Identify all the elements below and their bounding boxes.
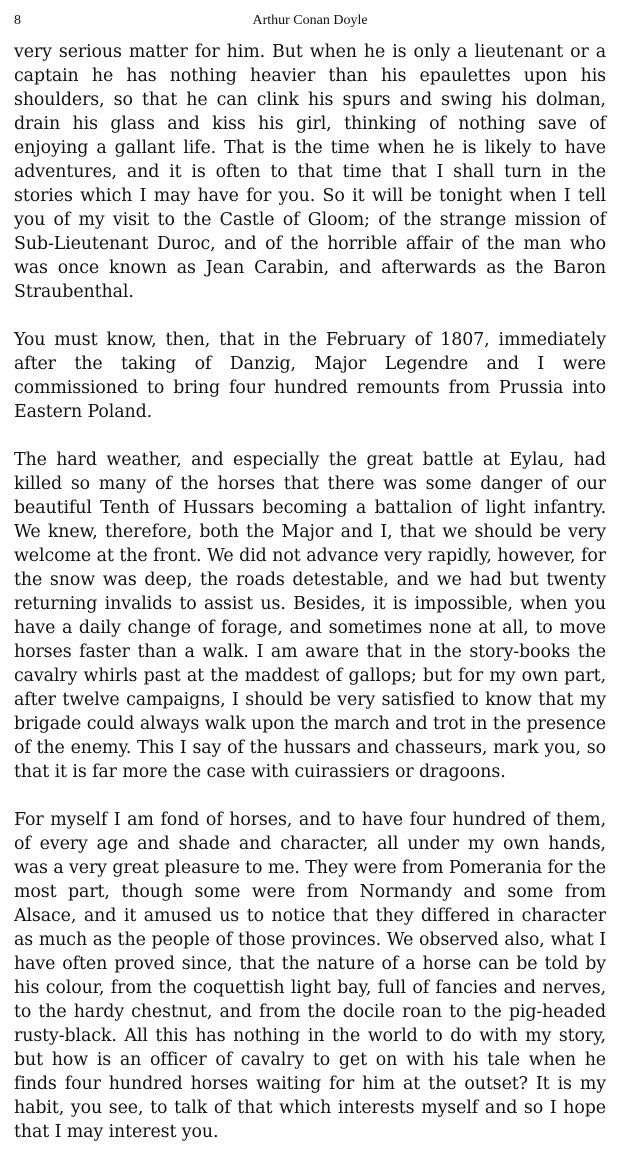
body-text: [14, 40, 606, 1168]
running-header: [14, 12, 606, 30]
paragraph: You must know, then, that in the February of 1807, immediately after the taking of Danzig, Major Legendre and I were commissioned to bring four hundred remounts from Prussia into Eastern Poland.: [14, 330, 606, 422]
paragraph: very serious matter for him. But when he is only a lieutenant or a captain he has nothing heavier than his epaulettes upon his shoulders, so that he can clink his spurs and swing his dolman, drain his glass and kiss his girl, thinking of nothing save of enjoying a gallant life. That is the time when he is likely to have adventures, and it is often to that time that I shall turn in the stories which I may have for you. So it will be tonight when I tell you of my visit to the Castle of Gloom; of the strange mission of Sub-Lieutenant Duroc, and of the horrible affair of the man who was once known as Jean Carabin, and afterwards as the Baron Straubenthal.: [14, 42, 606, 302]
paragraph: The hard weather, and especially the great battle at Eylau, had killed so many of the horses that there was some danger of our beautiful Tenth of Hussars becoming a battalion of light infantry. We knew, therefore, both the Major and I, that we should be very welcome at the front. We did not advance very rapidly, however, for the snow was deep, the roads detestable, and we had but twenty returning invalids to assist us. Besides, it is impossible, when you have a daily change of forage, and sometimes none at all, to move horses faster than a walk. I am aware that in the story-books the cavalry whirls past at the maddest of gallops; but for my own part, after twelve campaigns, I should be very satisfied to know that my brigade could always walk upon the march and trot in the presence of the enemy. This I say of the hussars and chasseurs, mark you, so that it is far more the case with cuirassiers or dragoons.: [14, 450, 606, 782]
paragraph: For myself I am fond of horses, and to have four hundred of them, of every age and shade and character, all under my own hands, was a very great pleasure to me. They were from Pomerania for the most part, though some were from Normandy and some from Alsace, and it amused us to notice that they differed in character as much as the people of those provinces. We observed also, what I have often proved since, that the nature of a horse can be told by his colour, from the coquettish light bay, full of fancies and nerves, to the hardy chestnut, and from the docile roan to the pig-headed rusty-black. All this has nothing in the world to do with my story, but how is an officer of cavalry to get on with his tale when he finds four hundred horses waiting for him at the outset? It is my habit, you see, to talk of that which interests myself and so I hope that I may interest you.: [14, 810, 606, 1142]
running-title: Arthur Conan Doyle: [252, 13, 368, 28]
page-number: 8: [14, 13, 21, 28]
